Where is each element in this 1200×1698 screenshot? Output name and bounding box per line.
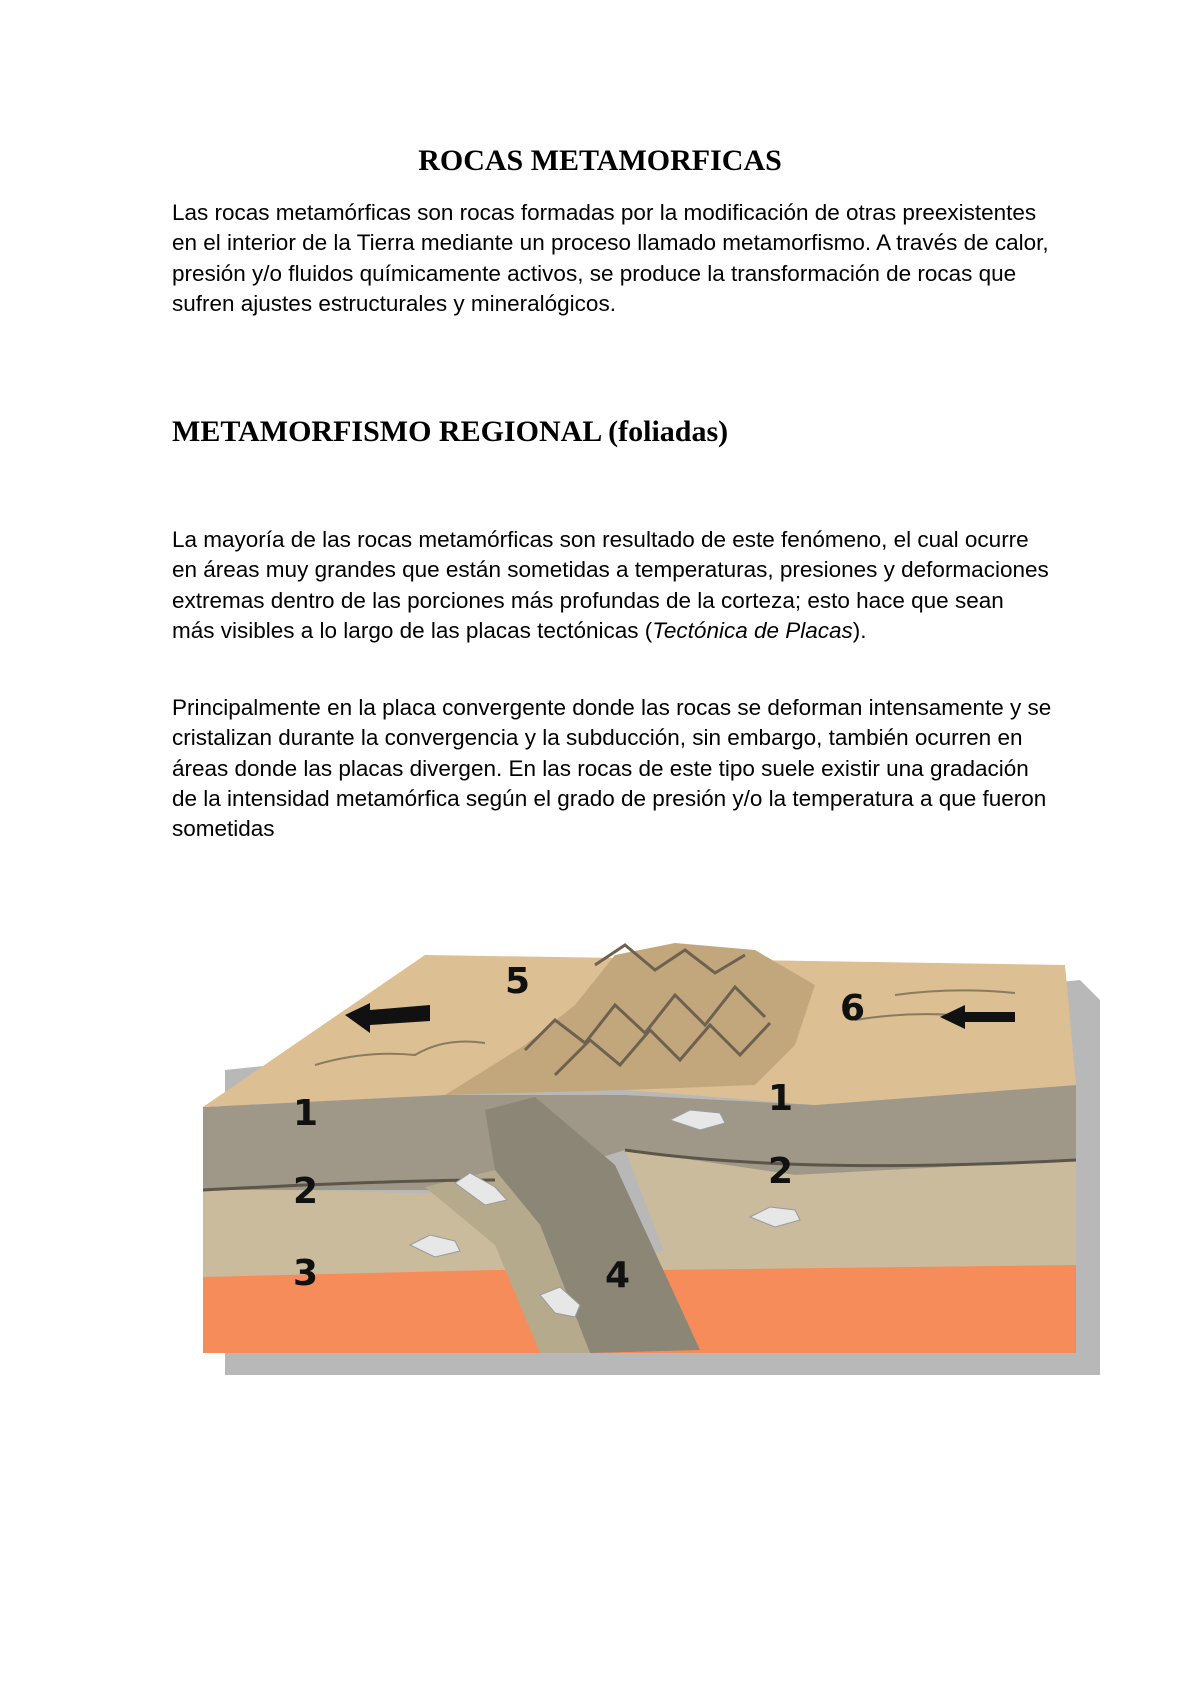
regional-paragraph bbox=[172, 525, 1052, 646]
label-slab-4: 4 bbox=[605, 1255, 631, 1296]
convergence-paragraph: Principalmente en la placa convergente donde las rocas se deforman intensamente y se cristalizan durante la convergencia y la subducción, sin embargo, también ocurren en áreas donde las placas divergen. En las rocas de este tipo suele existir una gradación de la intensidad metamórfica según el grado de presión y/o la temperatura a que fueron sometidas bbox=[172, 695, 1052, 842]
page-title: ROCAS METAMORFICAS bbox=[418, 144, 782, 177]
label-surface-6: 6 bbox=[840, 988, 866, 1029]
regional-paragraph-end: ). bbox=[852, 617, 867, 643]
plate-tectonics-italic: Tectónica de Placas bbox=[652, 617, 853, 643]
label-layer-2-right: 2 bbox=[768, 1151, 794, 1192]
label-layer-1-left: 1 bbox=[293, 1093, 319, 1134]
intro-paragraph: Las rocas metamórficas son rocas formadas por la modificación de otras preexistentes en el interior de la Tierra mediante un proceso llamado metamorfismo. A través de calor, presión y/o fluidos químicamente activos, se produce la transformación de rocas que sufren ajustes estructurales y mineralógicos. bbox=[172, 200, 1049, 316]
label-layer-1-right: 1 bbox=[768, 1078, 794, 1119]
subduction-diagram-svg bbox=[195, 925, 1105, 1375]
label-mountains-5: 5 bbox=[505, 961, 531, 1002]
label-layer-2-left: 2 bbox=[293, 1171, 319, 1212]
subduction-diagram bbox=[195, 925, 1105, 1375]
regional-paragraph-text: La mayoría de las rocas metamórficas son resultado de este fenómeno, el cual ocurre en áreas muy grandes que están sometidas a temperaturas, presiones y deformaciones extremas dentro de las porciones más profundas de la corteza; esto hace que sean más visibles a lo largo de las placas tectónicas ( bbox=[172, 527, 1049, 643]
section-heading: METAMORFISMO REGIONAL (foliadas) bbox=[172, 415, 729, 448]
label-layer-3: 3 bbox=[293, 1253, 319, 1294]
